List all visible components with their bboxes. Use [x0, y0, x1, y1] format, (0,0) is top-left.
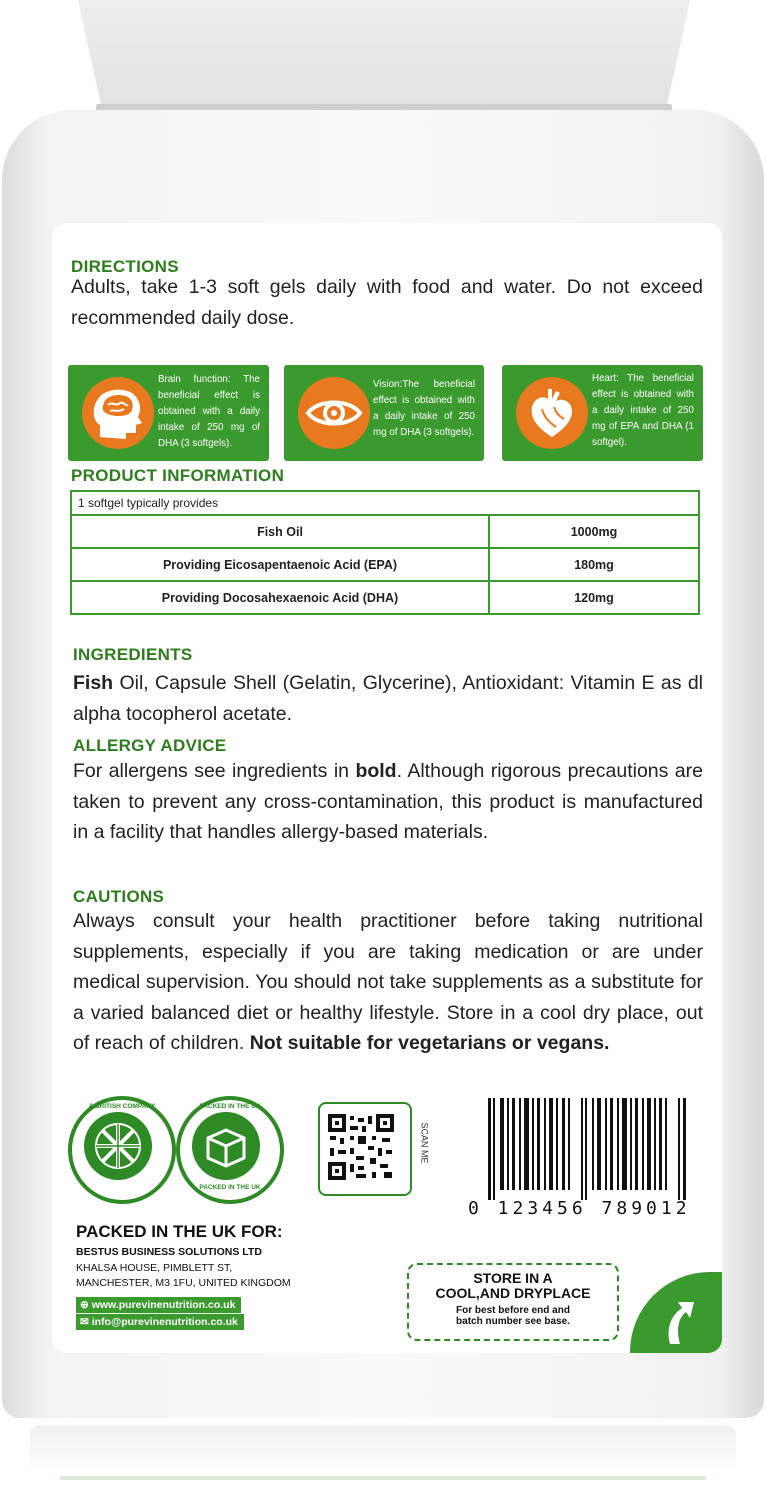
- store-line-2: COOL,AND DRYPLACE: [435, 1285, 591, 1301]
- scan-me-label: SCAN ME: [419, 1122, 430, 1164]
- bottle-cap: [78, 0, 690, 112]
- table-header-cell: 1 softgel typically provides: [71, 491, 699, 515]
- store-line-1: STORE IN A: [473, 1270, 553, 1286]
- british-badge-text: A BRITISH COMPANY: [88, 1103, 156, 1110]
- benefit-vision: [284, 365, 484, 461]
- ingredients-rest: Oil, Capsule Shell (Gelatin, Glycerine), Antioxidant: Vitamin E as dl alpha tocopherol acetate.: [73, 672, 703, 725]
- eye-icon: [298, 377, 370, 449]
- email-text: info@purevinenutrition.co.uk: [91, 1316, 238, 1328]
- box-icon: [192, 1112, 260, 1180]
- packed-heading: PACKED IN THE UK FOR:: [76, 1222, 283, 1241]
- benefit-vision-text: Vision:The beneficial effect is obtained with a daily intake of 250 mg of DHA (3 softgels).: [373, 379, 475, 438]
- cautions-bold-end: Not suitable for vegetarians or vegans.: [249, 1032, 610, 1054]
- globe-icon: ⊕: [80, 1299, 92, 1311]
- allergy-text: [73, 756, 703, 848]
- allergy-bold-word: bold: [355, 760, 397, 782]
- table-cell-value: 1000mg: [489, 515, 699, 548]
- allergy-text-start: For allergens see ingredients in: [73, 760, 356, 782]
- barcode-icon: [488, 1098, 688, 1200]
- reflection-line: [60, 1476, 706, 1480]
- address-line-1: KHALSA HOUSE, PIMBLETT ST,: [76, 1262, 233, 1274]
- store-line-4: batch number see base.: [456, 1316, 570, 1327]
- table-row: [71, 548, 699, 581]
- nutrition-table: [70, 490, 700, 615]
- cautions-text-main: Always consult your health practitioner before taking nutritional supplements, especially if you are taking medication or are under medical supervision. You should not take supplements as a substitute for a varied balanced diet or healthy lifestyle. Store in a cool dry place, out of reach of children.: [73, 910, 703, 1054]
- email-link[interactable]: [76, 1314, 244, 1330]
- store-line-3: For best before end and: [456, 1305, 570, 1316]
- packed-in-uk-badge: [176, 1096, 284, 1204]
- website-text: www.purevinenutrition.co.uk: [91, 1299, 236, 1311]
- bottle-reflection: [30, 1425, 736, 1491]
- packed-badge-bottom: PACKED IN THE UK: [199, 1184, 261, 1191]
- table-cell-name: Fish Oil: [71, 515, 489, 548]
- arrow-icon: [630, 1272, 722, 1353]
- benefit-brain: [68, 365, 269, 461]
- benefit-heart-text: Heart: The beneficial effect is obtained with a daily intake of 250 mg of EPA and DHA (1 softgel).: [592, 373, 694, 448]
- ingredients-bold: Fish: [73, 672, 114, 694]
- directions-heading: DIRECTIONS: [71, 257, 179, 276]
- union-flag-icon: [84, 1112, 152, 1180]
- directions-text: Adults, take 1-3 soft gels daily with food and water. Do not exceed recommended daily dose.: [71, 276, 703, 329]
- table-row: [71, 515, 699, 548]
- cautions-heading: CAUTIONS: [73, 887, 165, 906]
- table-cell-name: Providing Docosahexaenoic Acid (DHA): [71, 581, 489, 614]
- barcode-number: 0 123456 789012: [468, 1198, 691, 1219]
- qr-code-box[interactable]: [318, 1102, 412, 1196]
- benefit-heart: [502, 365, 703, 461]
- mail-icon: ✉: [80, 1316, 92, 1328]
- company-name: BESTUS BUSINESS SOLUTIONS LTD: [76, 1246, 262, 1258]
- table-cell-name: Providing Eicosapentaenoic Acid (EPA): [71, 548, 489, 581]
- heart-icon: [516, 377, 588, 449]
- ingredients-text: [73, 668, 703, 729]
- table-cell-value: 120mg: [489, 581, 699, 614]
- brain-icon: [82, 377, 154, 449]
- ingredients-heading: INGREDIENTS: [73, 645, 193, 664]
- table-row: [71, 581, 699, 614]
- cautions-text: [73, 906, 703, 1059]
- storage-box: [407, 1263, 619, 1341]
- benefit-brain-text: Brain function: The beneficial effect is obtained with a daily intake of 250 mg of DHA (3 softgels).: [158, 374, 260, 449]
- website-link[interactable]: [76, 1297, 241, 1313]
- address-line-2: MANCHESTER, M3 1FU, UNITED KINGDOM: [76, 1277, 291, 1289]
- table-cell-value: 180mg: [489, 548, 699, 581]
- packed-badge-top: PACKED IN THE UK: [199, 1103, 261, 1110]
- product-info-heading: PRODUCT INFORMATION: [71, 466, 285, 485]
- qr-code-icon: [328, 1114, 394, 1180]
- allergy-heading: ALLERGY ADVICE: [73, 736, 227, 755]
- allergy-text-end: . Although rigorous precautions are taken to prevent any cross-contamination, this product is manufactured in a facility that handles allergy-based materials.: [73, 760, 703, 843]
- table-header-row: [71, 491, 699, 515]
- british-company-badge: [68, 1096, 176, 1204]
- corner-tab: [630, 1272, 722, 1353]
